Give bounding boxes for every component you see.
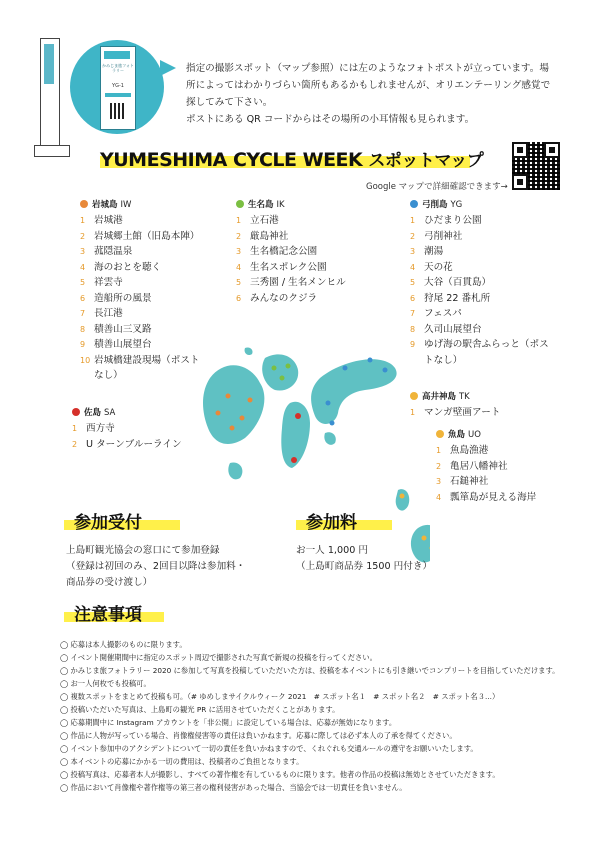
photo-post-logo-strip <box>44 44 54 84</box>
page-title: YUMESHIMA CYCLE WEEK スポットマップ <box>100 149 484 171</box>
list-item: 9 ゆげ海の駅舎ふらっと（ポストなし） <box>410 339 549 366</box>
group-iwagi: 岩城島 IW 1 岩城港 2 岩城郷土館（旧島本陣） 3 菰隠温泉 4 海のおとを聴く 5 祥雲寺 6 造船所の風景 7 長江港 8 積善山三叉路 9 積善山展望台 10 岩城橋建設現場（ポストなし） <box>80 198 230 384</box>
list-item: 1 ひだまり公園 <box>410 215 482 226</box>
ikina-spot-list <box>236 213 346 306</box>
list-item: 1 マンガ壁画アート <box>410 407 501 418</box>
group-ikina: 生名島 IK 1 立石港 2 厳島神社 3 生名橋記念公園 4 生名スポレク公園 5 三秀園 / 生名メンヒル 6 みんなのクジラ <box>236 198 346 306</box>
list-item: 6 みんなのクジラ <box>236 292 318 304</box>
list-item: ◯ 応募期間中に Instagram アカウントを「非公開」に設定している場合は、応募が無効になります。 <box>60 718 397 727</box>
list-item: ◯ お一人何枚でも投稿可。 <box>60 679 151 688</box>
list-item: 2 弓削神社 <box>410 230 463 242</box>
post-card-code: YG-1 <box>112 83 124 89</box>
list-item: 6 造船所の風景 <box>80 292 152 304</box>
post-card-brand: かみじま旅フォトラリー <box>102 63 134 73</box>
ikina-island <box>262 354 298 390</box>
sashima-dot-icon <box>72 408 80 416</box>
list-item: 2 岩城郷土館（旧島本陣） <box>80 230 200 242</box>
list-item: 1 立石港 <box>236 215 279 226</box>
list-item: 5 三秀園 / 生名メンヒル <box>236 277 346 288</box>
callout-arrow-icon <box>160 60 176 76</box>
list-item: 10 岩城橋建設現場（ポストなし） <box>80 354 200 381</box>
iwagi-dot-icon <box>80 200 88 208</box>
list-item: 3 生名橋記念公園 <box>236 246 318 257</box>
list-item: ◯ 投稿いただいた写真は、上島町の観光 PR に活用させていただくことがあります。 <box>60 705 340 714</box>
fee-heading: 参加料 <box>306 513 357 533</box>
uoshima-spot-list <box>436 443 536 505</box>
small-island-3 <box>245 347 253 355</box>
list-item: ◯ 作品に人物が写っている場合、肖像権侵害等の責任は負いかねます。応募に際しては必ず本人の了承を得てください。 <box>60 731 457 740</box>
list-item: 8 久司山展望台 <box>410 323 482 335</box>
list-item: 1 魚島漁港 <box>436 445 489 456</box>
photo-post-card <box>100 46 136 130</box>
google-maps-qr-code[interactable] <box>512 142 560 190</box>
post-card-qr-icon <box>110 103 126 119</box>
list-item: 4 海のおとを聴く <box>80 261 162 273</box>
list-item: 2 厳島神社 <box>236 230 289 242</box>
notes-list <box>60 638 580 794</box>
small-island-1 <box>228 462 242 479</box>
list-item: 9 積善山展望台 <box>80 339 152 350</box>
list-item: 4 生名スポレク公園 <box>236 261 327 273</box>
fee-text: お一人 1,000 円 （上島町商品券 1500 円付き） <box>296 545 433 572</box>
list-item: 5 大谷（百貫島） <box>410 277 492 288</box>
yuge-spot-list <box>410 213 560 368</box>
group-takaido: 高井神島 TK 1 マンガ壁画アート <box>410 390 500 421</box>
list-item: ◯ 作品において肖像権や著作権等の第三者の権利侵害があった場合、当協会では一切責任を負いません。 <box>60 783 407 792</box>
list-item: 2 U ターンブルーライン <box>72 438 182 450</box>
list-item: 6 狩尾 22 番札所 <box>410 292 491 304</box>
uoshima-dot-icon <box>436 430 444 438</box>
list-item: ◯ 複数スポットをまとめて投稿も可。（# ゆめしまサイクルウィーク 2021 # スポット名１ # スポット名２ # スポット名３...） <box>60 692 500 701</box>
notes-heading: 注意事項 <box>74 605 142 625</box>
intro-text: 指定の撮影スポット（マップ参照）には左のようなフォトポストが立っています。場 所によってはわかりづらい箇所もあるかもしれませんが、オリエンテーリング感覚で 探してみて下さい。 ポストにある QR コードからはその場所の小耳情報も見られます。 <box>186 63 551 125</box>
registration-text: 上島町観光協会の窓口にて参加登録 （登録は初回のみ、2回目以降は参加料・ 商品券の受け渡し） <box>66 545 246 588</box>
list-item: 3 潮湯 <box>410 246 444 257</box>
ikina-dot-icon <box>236 200 244 208</box>
list-item: ◯ イベント開催期間中に指定のスポット周辺で撮影された写真で新規の投稿を行ってください。 <box>60 653 377 662</box>
takaido-island <box>396 489 410 510</box>
google-maps-note: Google マップで詳細確認できます→ <box>366 182 508 192</box>
list-item: 3 菰隠温泉 <box>80 246 133 257</box>
list-item: ◯ 応募は本人撮影のものに限ります。 <box>60 640 187 649</box>
list-item: 8 積善山三叉路 <box>80 323 152 335</box>
list-item: ◯ イベント参加中のアクシデントについて一切の責任を負いかねますので、くれぐれも交通ルールの遵守をお願いいたします。 <box>60 744 478 753</box>
list-item: ◯ 投稿写真は、応募者本人が撮影し、すべての著作権を有しているものに限ります。他者の作品の投稿は無効とさせていただきます。 <box>60 770 500 779</box>
list-item: 7 フェスパ <box>410 308 462 319</box>
list-item: 3 石鎚神社 <box>436 476 489 487</box>
list-item: 2 亀居八幡神社 <box>436 460 508 472</box>
list-item: 4 天の花 <box>410 261 453 273</box>
group-sashima: 佐島 SA 1 西方寺 2 U ターンブルーライン <box>72 406 182 452</box>
small-island-2 <box>324 432 335 445</box>
photo-post-base <box>34 145 70 157</box>
list-item: 4 瓢箪島が見える海岸 <box>436 491 537 503</box>
list-item: 5 祥雲寺 <box>80 277 123 288</box>
list-item: ◯ かみじま旅フォトラリー 2020 に参加して写真を投稿していただいた方は、投稿を本イベントにも引き継いでコンプリートを目指していただけます。 <box>60 666 560 675</box>
group-uoshima: 魚島 UO 1 魚島漁港 2 亀居八幡神社 3 石鎚神社 4 瓢箪島が見える海岸 <box>436 428 536 505</box>
yuge-dot-icon <box>410 200 418 208</box>
list-item: 7 長江港 <box>80 308 123 319</box>
group-yuge: 弓削島 YG 1 ひだまり公園 2 弓削神社 3 潮湯 4 天の花 5 大谷（百貫島） 6 狩尾 22 番札所 7 フェスパ 8 久司山展望台 9 ゆげ海の駅舎ふらっと（ポストなし） <box>410 198 560 368</box>
sashima-spot-list <box>72 421 182 452</box>
list-item: 1 岩城港 <box>80 215 123 226</box>
list-item: ◯ 本イベントの応募にかかる一切の費用は、投稿者のご負担となります。 <box>60 757 304 766</box>
registration-heading: 参加受付 <box>74 513 142 533</box>
list-item: 1 西方寺 <box>72 423 115 434</box>
iwagi-island <box>203 365 264 444</box>
